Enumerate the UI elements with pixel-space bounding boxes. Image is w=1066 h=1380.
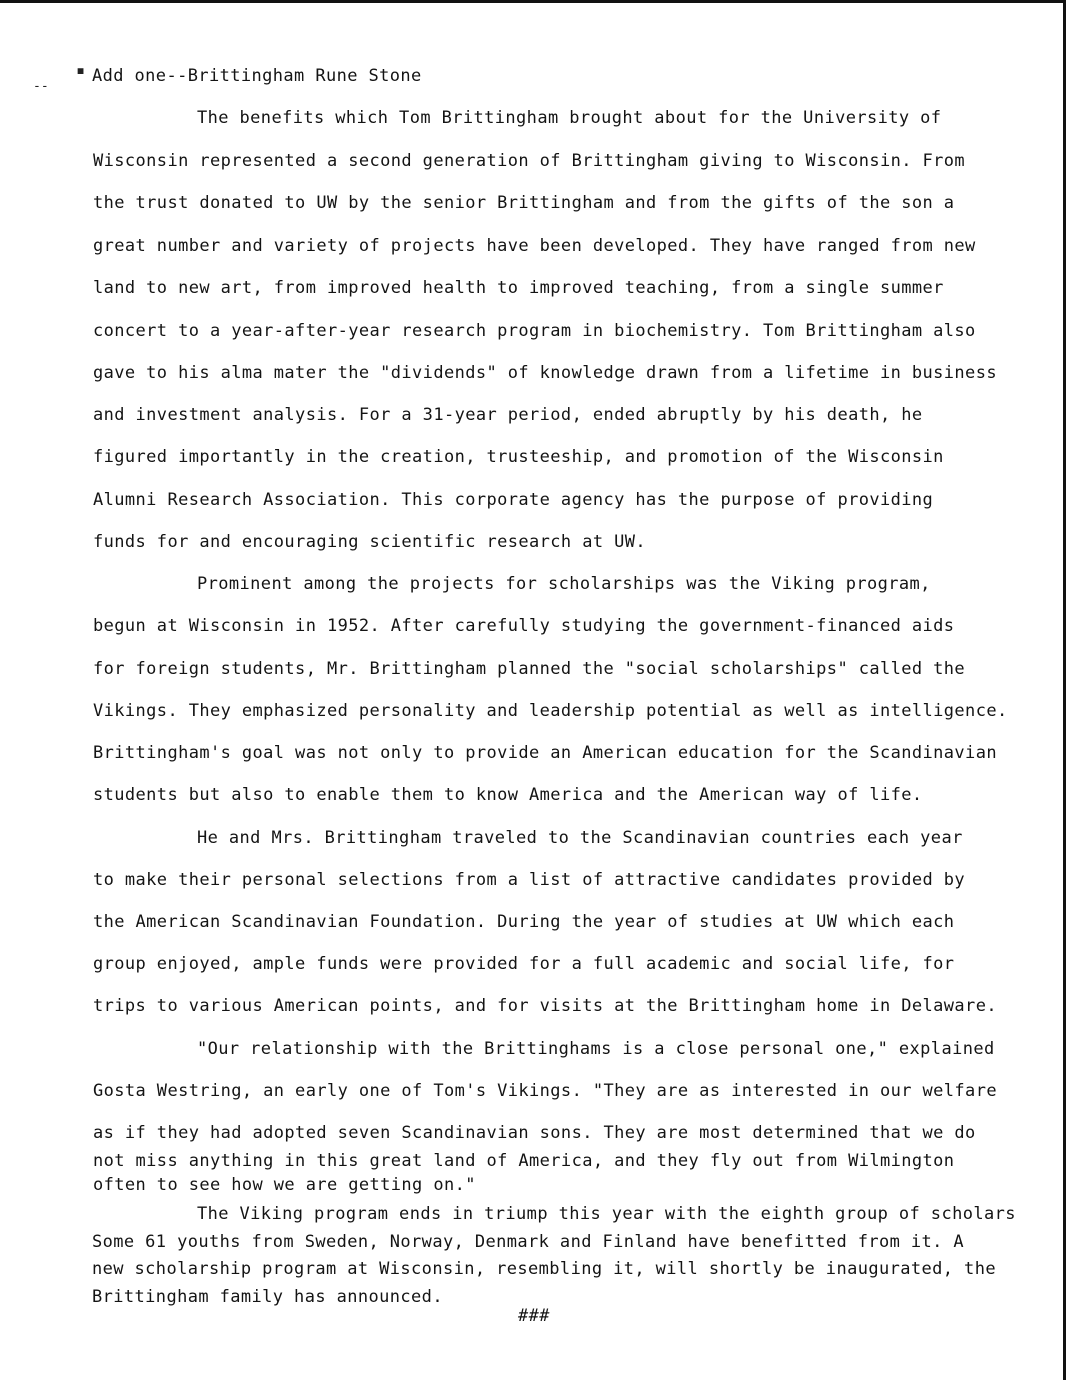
p3-line-1: He and Mrs. Brittingham traveled to the Scandinavian countries each year (197, 828, 963, 848)
p4-line-2: Gosta Westring, an early one of Tom's Vikings. "They are as interested in our welfare (93, 1081, 997, 1101)
p3-line-5: trips to various American points, and for visits at the Brittingham home in Delaware. (93, 996, 997, 1016)
bullet-mark: ▪ (76, 61, 86, 79)
p2-line-5: Brittingham's goal was not only to provide an American education for the Scandinavian (93, 743, 997, 763)
p4-line-4: not miss anything in this great land of America, and they fly out from Wilmington (93, 1151, 955, 1171)
p1-line-11: funds for and encouraging scientific research at UW. (93, 532, 647, 552)
p1-line-2: Wisconsin represented a second generation of Brittingham giving to Wisconsin. From (93, 151, 966, 171)
end-mark: ### (518, 1306, 550, 1326)
p1-line-1: The benefits which Tom Brittingham brought about for the University of (197, 108, 942, 128)
p1-line-4: great number and variety of projects have been developed. They have ranged from new (93, 236, 976, 256)
p1-line-10: Alumni Research Association. This corporate agency has the purpose of providing (93, 490, 934, 510)
p1-line-3: the trust donated to UW by the senior Brittingham and from the gifts of the son a (93, 193, 955, 213)
p3-line-3: the American Scandinavian Foundation. During the year of studies at UW which each (93, 912, 955, 932)
p2-line-3: for foreign students, Mr. Brittingham planned the "social scholarships" called the (93, 659, 966, 679)
p4-line-1: "Our relationship with the Brittinghams is a close personal one," explained (197, 1039, 995, 1059)
p4-line-3: as if they had adopted seven Scandinavian sons. They are most determined that we do (93, 1123, 976, 1143)
p2-line-1: Prominent among the projects for scholarships was the Viking program, (197, 574, 931, 594)
p5-line-1: The Viking program ends in triump this year with the eighth group of scholars (197, 1204, 1016, 1224)
p1-line-5: land to new art, from improved health to improved teaching, from a single summer (93, 278, 944, 298)
p5-line-3: new scholarship program at Wisconsin, resembling it, will shortly be inaugurated, the (92, 1259, 996, 1279)
p2-line-2: begun at Wisconsin in 1952. After carefully studying the government-financed aids (93, 616, 955, 636)
p3-line-4: group enjoyed, ample funds were provided for a full academic and social life, for (93, 954, 955, 974)
p2-line-4: Vikings. They emphasized personality and leadership potential as well as intelligence. (93, 701, 1008, 721)
p5-line-4: Brittingham family has announced. (92, 1287, 443, 1307)
header-title: Add one--Brittingham Rune Stone (92, 66, 422, 86)
p2-line-6: students but also to enable them to know America and the American way of life. (93, 785, 923, 805)
p3-line-2: to make their personal selections from a list of attractive candidates provided by (93, 870, 966, 890)
p4-line-5: often to see how we are getting on." (93, 1175, 476, 1195)
p1-line-8: and investment analysis. For a 31-year period, ended abruptly by his death, he (93, 405, 923, 425)
margin-mark: ‐‐ (33, 79, 49, 94)
p1-line-6: concert to a year-after-year research program in biochemistry. Tom Brittingham also (93, 321, 976, 341)
p1-line-7: gave to his alma mater the "dividends" of knowledge drawn from a lifetime in business (93, 363, 997, 383)
p5-line-2: Some 61 youths from Sweden, Norway, Denmark and Finland have benefitted from it. A (92, 1232, 965, 1252)
p1-line-9: figured importantly in the creation, trusteeship, and promotion of the Wisconsin (93, 447, 944, 467)
